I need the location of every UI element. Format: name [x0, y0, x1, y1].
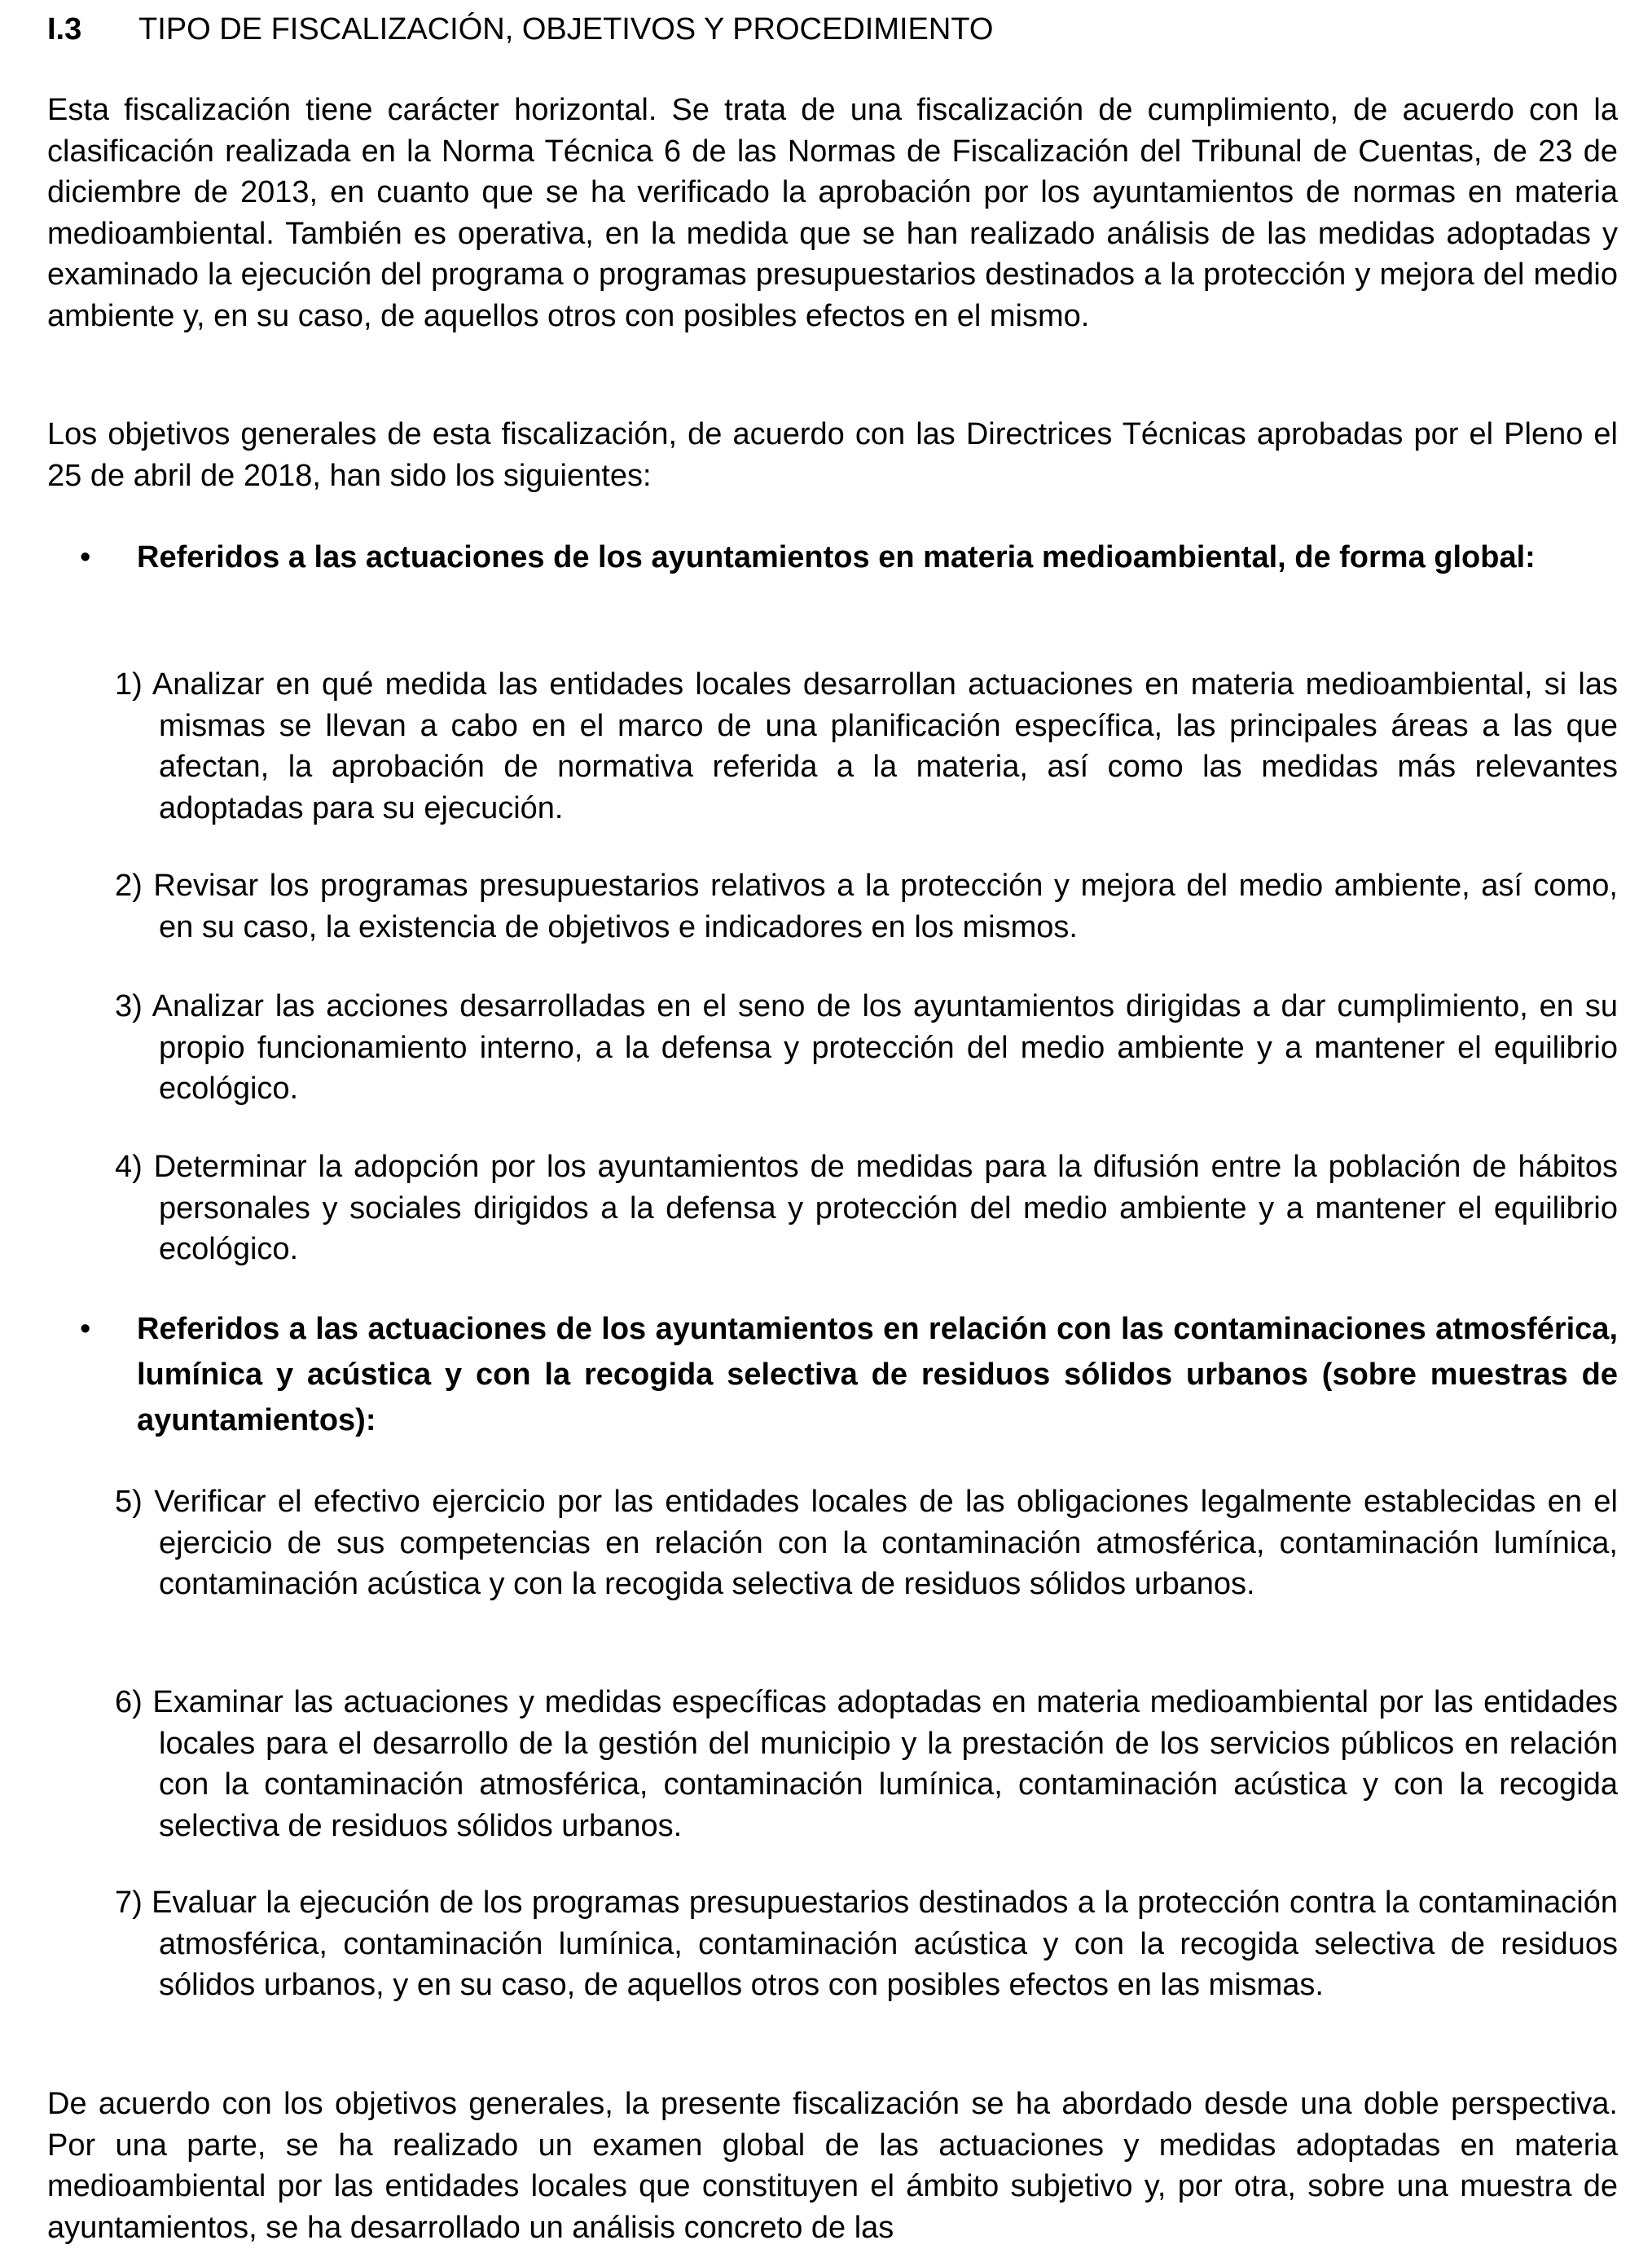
bullet-icon: •	[80, 1312, 91, 1346]
section-title: TIPO DE FISCALIZACIÓN, OBJETIVOS Y PROCEDIMIENTO	[138, 12, 994, 46]
intro-paragraph: Esta fiscalización tiene carácter horizontal. Se trata de una fiscalización de cumplimiento, de acuerdo con la clasificación realizada en la Norma Técnica 6 de las Normas de Fiscalización del Tribunal de Cuentas, de 23 de diciembre de 2013, en cuanto que se ha verificado la aprobación por los ayuntamientos de normas en materia medioambiental. También es operativa, en la medida que se han realizado análisis de las medidas adoptadas y examinado la ejecución del programa o programas presupuestarios destinados a la protección y mejora del medio ambiente y, en su caso, de aquellos otros con posibles efectos en el mismo.	[47, 93, 1618, 333]
objective-item-7: 7) Evaluar la ejecución de los programas presupuestarios destinados a la protección contra la contaminación atmosférica, contaminación lumínica, contaminación acústica y con la recogida selectiva de residuos sólidos urbanos, y en su caso, de aquellos otros con posibles efectos en las mismas.	[115, 1886, 1618, 2002]
objective-item-6: 6) Examinar las actuaciones y medidas específicas adoptadas en materia medioambiental por las entidades locales para el desarrollo de la gestión del municipio y la prestación de los servicios públicos en relación con la contaminación atmosférica, contaminación lumínica, contaminación acústica y con la recogida selectiva de residuos sólidos urbanos.	[115, 1685, 1618, 1843]
bullet-heading-samples: Referidos a las actuaciones de los ayuntamientos en relación con las contaminaciones atmosférica, lumínica y acústica y con la recogida selectiva de residuos sólidos urbanos (sobre muestras de ayuntamientos):	[137, 1312, 1618, 1437]
closing-paragraph: De acuerdo con los objetivos generales, la presente fiscalización se ha abordado desde una doble perspectiva. Por una parte, se ha realizado un examen global de las actuaciones y medidas adoptadas en materia medioambiental por las entidades locales que constituyen el ámbito subjetivo y, por otra, sobre una muestra de ayuntamientos, se ha desarrollado un análisis concreto de las	[47, 2087, 1618, 2245]
objective-item-4: 4) Determinar la adopción por los ayuntamientos de medidas para la difusión entre la población de hábitos personales y sociales dirigidos a la defensa y protección del medio ambiente y a mantener el equilibrio ecológico.	[115, 1150, 1618, 1266]
section-number: I.3	[47, 12, 82, 46]
objective-item-3: 3) Analizar las acciones desarrolladas en el seno de los ayuntamientos dirigidas a dar cumplimiento, en su propio funcionamiento interno, a la defensa y protección del medio ambiente y a mantener el equilibrio ecológico.	[115, 989, 1618, 1106]
objective-item-2: 2) Revisar los programas presupuestarios relativos a la protección y mejora del medio ambiente, así como, en su caso, la existencia de objetivos e indicadores en los mismos.	[115, 869, 1618, 944]
objectives-paragraph: Los objetivos generales de esta fiscalización, de acuerdo con las Directrices Técnicas aprobadas por el Pleno el 25 de abril de 2018, han sido los siguientes:	[47, 417, 1618, 493]
objective-item-5: 5) Verificar el efectivo ejercicio por las entidades locales de las obligaciones legalmente establecidas en el ejercicio de sus competencias en relación con la contaminación atmosférica, contaminación lumínica, contaminación acústica y con la recogida selectiva de residuos sólidos urbanos.	[115, 1485, 1618, 1601]
bullet-heading-global: Referidos a las actuaciones de los ayuntamientos en materia medioambiental, de forma global:	[137, 540, 1536, 574]
objective-item-1: 1) Analizar en qué medida las entidades locales desarrollan actuaciones en materia medioambiental, si las mismas se llevan a cabo en el marco de una planificación específica, las principales áreas a las que afectan, la aprobación de normativa referida a la materia, así como las medidas más relevantes adoptadas para su ejecución.	[115, 667, 1618, 825]
bullet-icon: •	[80, 540, 91, 574]
section-heading	[47, 8, 993, 51]
